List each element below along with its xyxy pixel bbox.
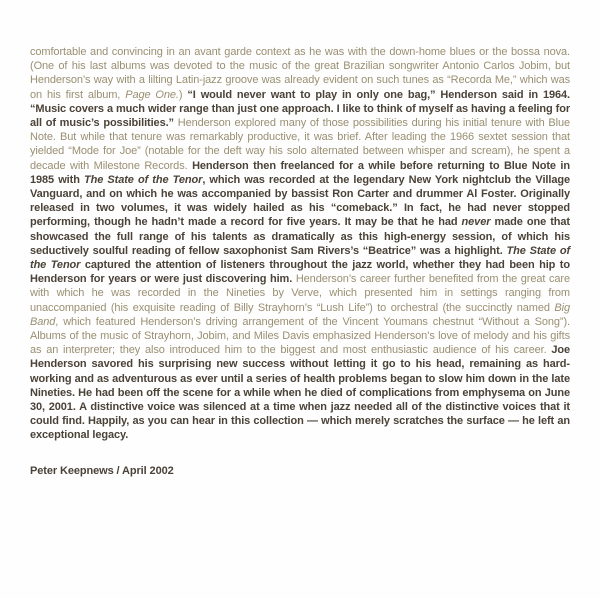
text-run: The State of the Tenor	[30, 244, 571, 272]
text-run: Big Band	[30, 301, 570, 328]
text-run: Henderson’s career further benefited from the great care with which he was recorded in the Nineties by Verve, which presented him in settings ranging from unaccompanied (his exquisite reading of Billy Strayhorn’s “Lush Life”) to orchestral (the succinctly named	[30, 273, 570, 314]
text-run: comfortable and convincing in an avant garde context as he was with the down-home blues or the bossa nova. (One of his last albums was devoted to the music of the great Brazilian songwriter Antonio Carlos Jobim, but Henderson’s way with a lilting Latin-jazz groove was already evident on such tunes as “Recorda Me,” which was on his first album,	[30, 46, 570, 101]
text-run: The State of the Tenor	[83, 173, 203, 186]
text-run: made one that showcased the full range of his talents as dramatically as this high-energy session, of which his seductively soulful reading of fellow saxophonist Sam Rivers’s “Beatrice” was a highlight.	[30, 216, 570, 257]
byline: Peter Keepnews / April 2002	[30, 464, 174, 477]
text-run: )	[178, 88, 188, 101]
text-run: never	[461, 216, 491, 229]
text-run: , which featured Henderson’s driving arrangement of the Vincent Youmans chestnut “Without a Song”). Albums of the music of Strayhorn, Jobim, and Miles Davis emphasized Henderson’s love of melody and his gifts as an interpreter; they also introduced him to the biggest and most enthusiastic audience of his career.	[30, 315, 570, 357]
text-run: captured the attention of listeners throughout the jazz world, whether they had been hip to Henderson for years or were just discovering him.	[30, 259, 570, 286]
text-run: Henderson explored many of those possibilities during his initial tenure with Blue Note. But while that tenure was remarkably productive, it was brief. After leading the 1966 sextet session that yielded “Mode for Joe” (notable for the deft way his solo alternated between whisper and scream), he spent a decade with Milestone Records.	[30, 117, 570, 172]
text-run: , which was recorded at the legendary New York nightclub the Village Vanguard, and on which he was accompanied by bassist Ron Carter and drummer Al Foster. Originally released in two volumes, it was widely hailed as his “comeback.” In fact, he had never stopped performing, though he hadn’t made a record for five years. It may be that he had	[30, 173, 570, 229]
liner-notes-text-block	[30, 45, 570, 478]
text-run: “I would never want to play in only one bag,” Henderson said in 1964. “Music covers a much wider range than just one approach. I like to think of myself as having a feeling for all of music’s possibilities.”	[30, 88, 570, 130]
text-run: Page One.	[125, 88, 179, 101]
text-run: Joe Henderson savored his surprising new success without letting it go to his head, remaining as hard-working and as adventurous as ever until a series of health problems began to slow him down in the late Nineties. He had been off the scene for a while when he died of complications from emphysema on June 30, 2001. A distinctive voice was silenced at a time when jazz needed all of the distinctive voices that it could find. Happily, as you can hear in this collection — which merely scratches the surface — he left an exceptional legacy.	[30, 344, 570, 442]
body-paragraph	[30, 45, 570, 443]
text-run: Henderson then freelanced for a while before returning to Blue Note in 1985 with	[30, 159, 571, 186]
